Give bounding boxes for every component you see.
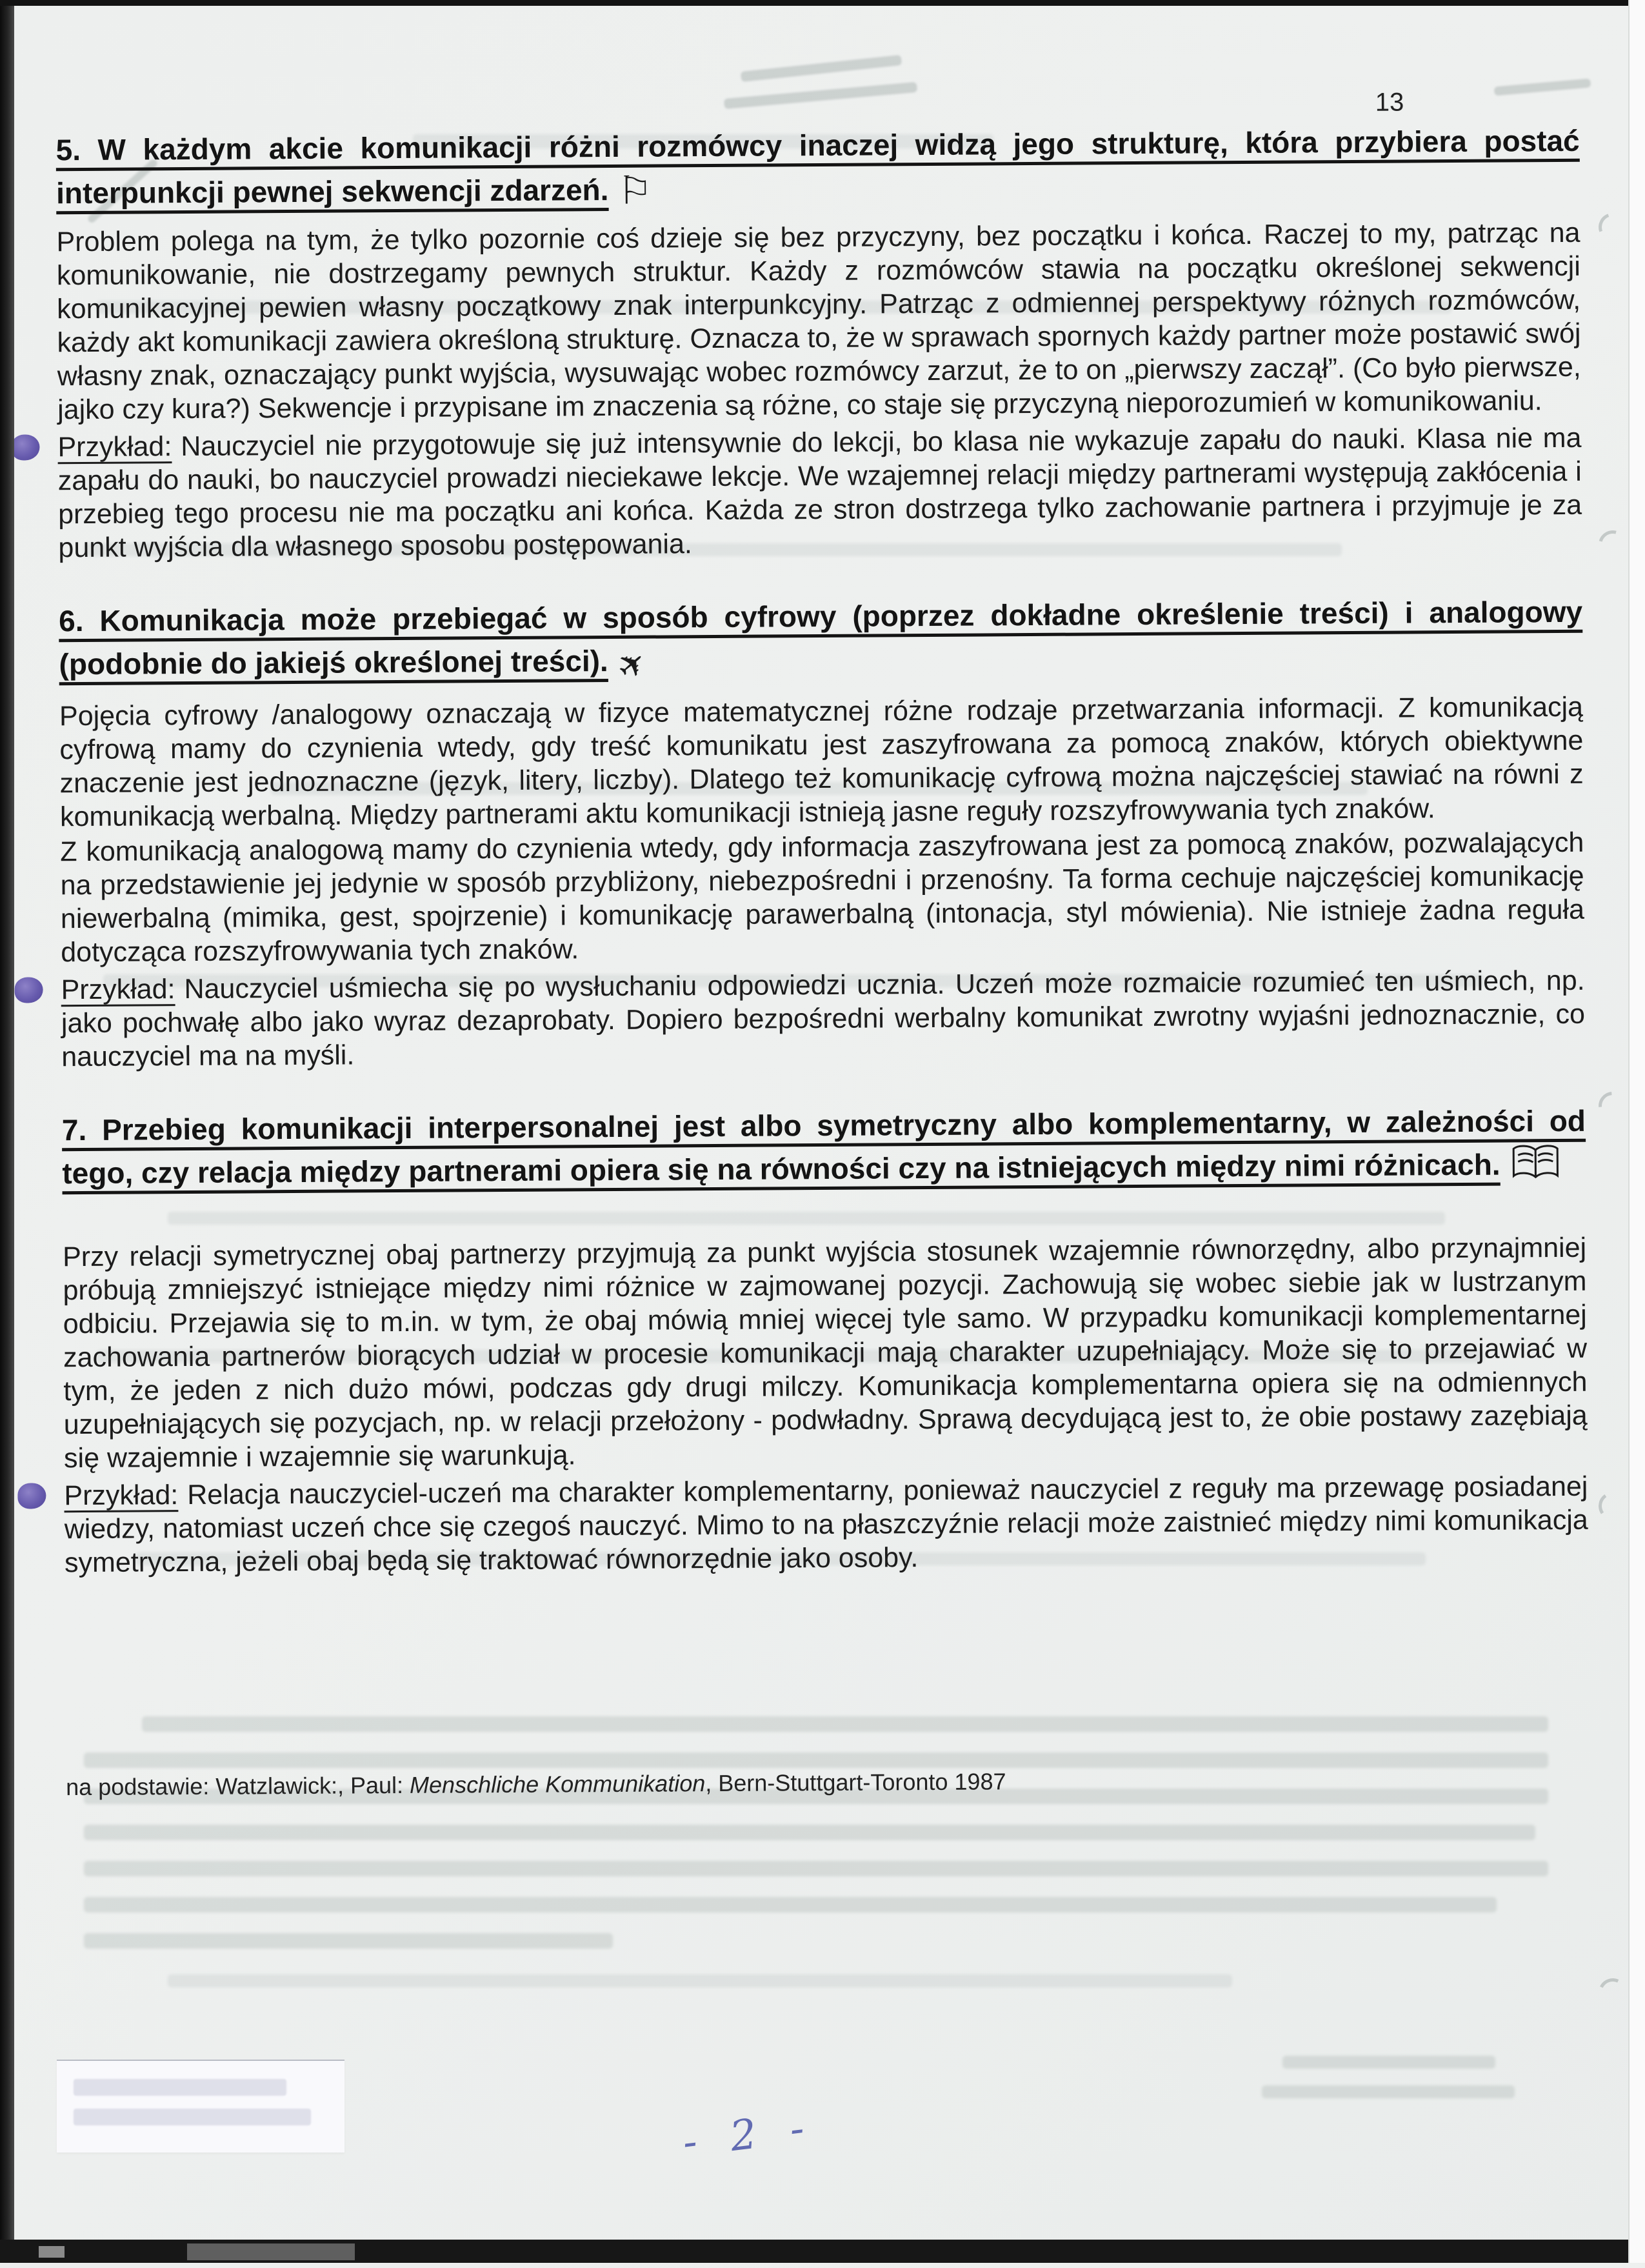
- example-label: Przykład:: [61, 974, 175, 1006]
- example-text: Nauczyciel nie przygotowuje się już intensywnie do lekcji, bo klasa nie wykazuje zapału do nauki. Klasa nie ma zapału do nauki, bo nauczyciel prowadzi nieciekawe lekcje. We wzajemnej relacji między partnerami występują zakłócenia i przebieg tego procesu nie ma początku ani końca. Każda ze stron dostrzega tylko zachowanie partnera i przyjmuje je za punkt wyjścia dla własnego sposobu postępowania.: [57, 422, 1582, 564]
- scan-edge-right: [1628, 0, 1645, 2263]
- example-label: Przykład:: [64, 1480, 179, 1512]
- flag-icon: ⚐: [617, 168, 653, 214]
- open-book-icon: [1510, 1143, 1560, 1194]
- page-number: 13: [1375, 88, 1404, 117]
- section-7-example: [64, 1470, 1588, 1580]
- section-7-heading: [62, 1099, 1586, 1203]
- citation-title: Menschliche Kommunikation: [409, 1770, 706, 1798]
- handwritten-dot-icon: [15, 977, 43, 1003]
- section-6-example: [61, 964, 1585, 1074]
- section-6-paragraph-1: Pojęcia cyfrowy /analogowy oznaczają w fizyce matematycznej różne rodzaje przetwarzania informacji. Z komunikacją cyfrową mamy do czynienia wtedy, gdy treść komunikatu jest zaszyfrowana za pomocą znaków, których obiektywne znaczenie jest jednoznaczne (język, litery, liczby). Dlatego też komunikację cyfrową można najczęściej stawiać na równi z komunikacją werbalną. Między partnerami aktu komunikacji istnieją jasne reguły rozszyfrowywania tych znaków.: [59, 691, 1584, 833]
- citation-suffix: , Bern-Stuttgart-Toronto 1987: [705, 1768, 1006, 1797]
- example-text: Nauczyciel uśmiecha się po wysłuchaniu odpowiedzi ucznia. Uczeń może rozmaicie rozumieć ten uśmiech, np. jako pochwałę albo jako wyraz dezaprobaty. Dopiero bezpośredni werbalny komunikat zwrotny wyjaśni jednoznacznie, co nauczyciel ma na myśli.: [61, 965, 1586, 1073]
- handwritten-dot-icon: [11, 434, 39, 460]
- scan-edge-top: [0, 0, 1645, 6]
- section-6-paragraph-2: Z komunikacją analogową mamy do czynienia wtedy, gdy informacja zaszyfrowana jest za pomocą znaków, pozwalających na przedstawienie jej jedynie w sposób przybliżony, niebezpośredni i przenośny. Ta forma cechuje najczęściej komunikację niewerbalną (mimika, gest, spojrzenie) i komunikację parawerbalną (intonacja, styl mówienia). Nie istnieje żadna reguła dotycząca rozszyfrowywania tych znaków.: [60, 827, 1585, 968]
- section-6-heading-text: 6. Komunikacja może przebiegać w sposób cyfrowy (poprzez dokładne określenie treści) i analogowy (podobnie do jakiejś określonej treści).: [58, 594, 1583, 681]
- scan-edge-notch: [187, 2243, 355, 2260]
- airplane-icon: ✈: [609, 641, 656, 689]
- example-label: Przykład:: [57, 431, 172, 463]
- handwritten-dot-icon: [17, 1483, 46, 1509]
- section-7-paragraph: Przy relacji symetrycznej obaj partnerzy przyjmują za punkt wyjścia stosunek wzajemnie równorzędny, albo przynajmniej próbują zmniejszyć istniejące między nimi różnice w zajmowanej pozycji. Zachowują się wobec siebie jak w lustrzanym odbiciu. Przejawia się to m.in. w tym, że obaj mówią mniej więcej tyle samo. W przypadku komunikacji komplementarnej zachowania partnerów biorących udział w procesie komunikacji mają charakter uzupełniający. Może się to przejawiać w tym, że jeden z nich dużo mówi, podczas gdy drugi milczy. Komunikacja komplementarna opiera się na odmiennych uzupełniających się pozycjach, np. w relacji przełożony - podwładny. Sprawą decydującą jest to, że obie postawy zazębiają się wzajemnie i wzajemnie się warunkują.: [63, 1232, 1588, 1474]
- handwritten-page-mark: - 2 -: [680, 2103, 817, 2167]
- source-citation: [66, 1764, 1590, 1801]
- example-text: Relacja nauczyciel-uczeń ma charakter komplementarny, ponieważ nauczyciel z reguły ma przewagę posiadanej wiedzy, natomiast uczeń chce się czegoś nauczyć. Mimo to na płaszczyźnie relacji może zaistnieć między nimi komunikacja symetryczna, jeżeli obaj będą się traktować równorzędnie jako osoby.: [64, 1470, 1588, 1579]
- faint-label-text-line: [74, 2079, 286, 2096]
- section-6-heading: [59, 590, 1583, 690]
- section-7-heading-text: 7. Przebieg komunikacji interpersonalnej jest albo symetryczny albo komplementarny, w zależności od tego, czy relacja między partnerami opiera się na równości czy na istniejących między nimi różnicach.: [61, 1103, 1586, 1190]
- section-5-heading-text: 5. W każdym akcie komunikacji różni rozmówcy inaczej widzą jego strukturę, która przybiera postać interpunkcji pewnej sekwencji zdarzeń.: [55, 123, 1580, 210]
- scan-edge-notch: [39, 2246, 65, 2258]
- faint-label-text-line: [74, 2109, 311, 2125]
- scan-edge-left: [0, 0, 14, 2263]
- white-label-patch: [57, 2060, 344, 2153]
- section-5-heading: [55, 119, 1580, 216]
- citation-prefix: na podstawie: Watzlawick:, Paul:: [66, 1771, 410, 1801]
- section-5-paragraph: Problem polega na tym, że tylko pozornie coś dzieje się bez przyczyny, bez początku i końca. Raczej to my, patrząc na komunikowanie, nie dostrzegamy pewnych struktur. Każdy z rozmówców stawia na początku określonej sekwencji komunikacyjnej pewien własny początkowy znak interpunkcyjny. Patrząc z odmiennej perspektywy różnych rozmówców, każdy akt komunikacji zawiera określoną strukturę. Oznacza to, że w sprawach spornych każdy partner może postawić swój własny znak, oznaczający punkt wyjścia, wysuwając wobec rozmówcy zarzut, że to on „pierwszy zaczął”. (Co było pierwsze, jajko czy kura?) Sekwencje i przypisane im znaczenia są różne, co staje się przyczyną nieporozumień w komunikowaniu.: [56, 217, 1581, 426]
- section-5-example: [57, 421, 1582, 565]
